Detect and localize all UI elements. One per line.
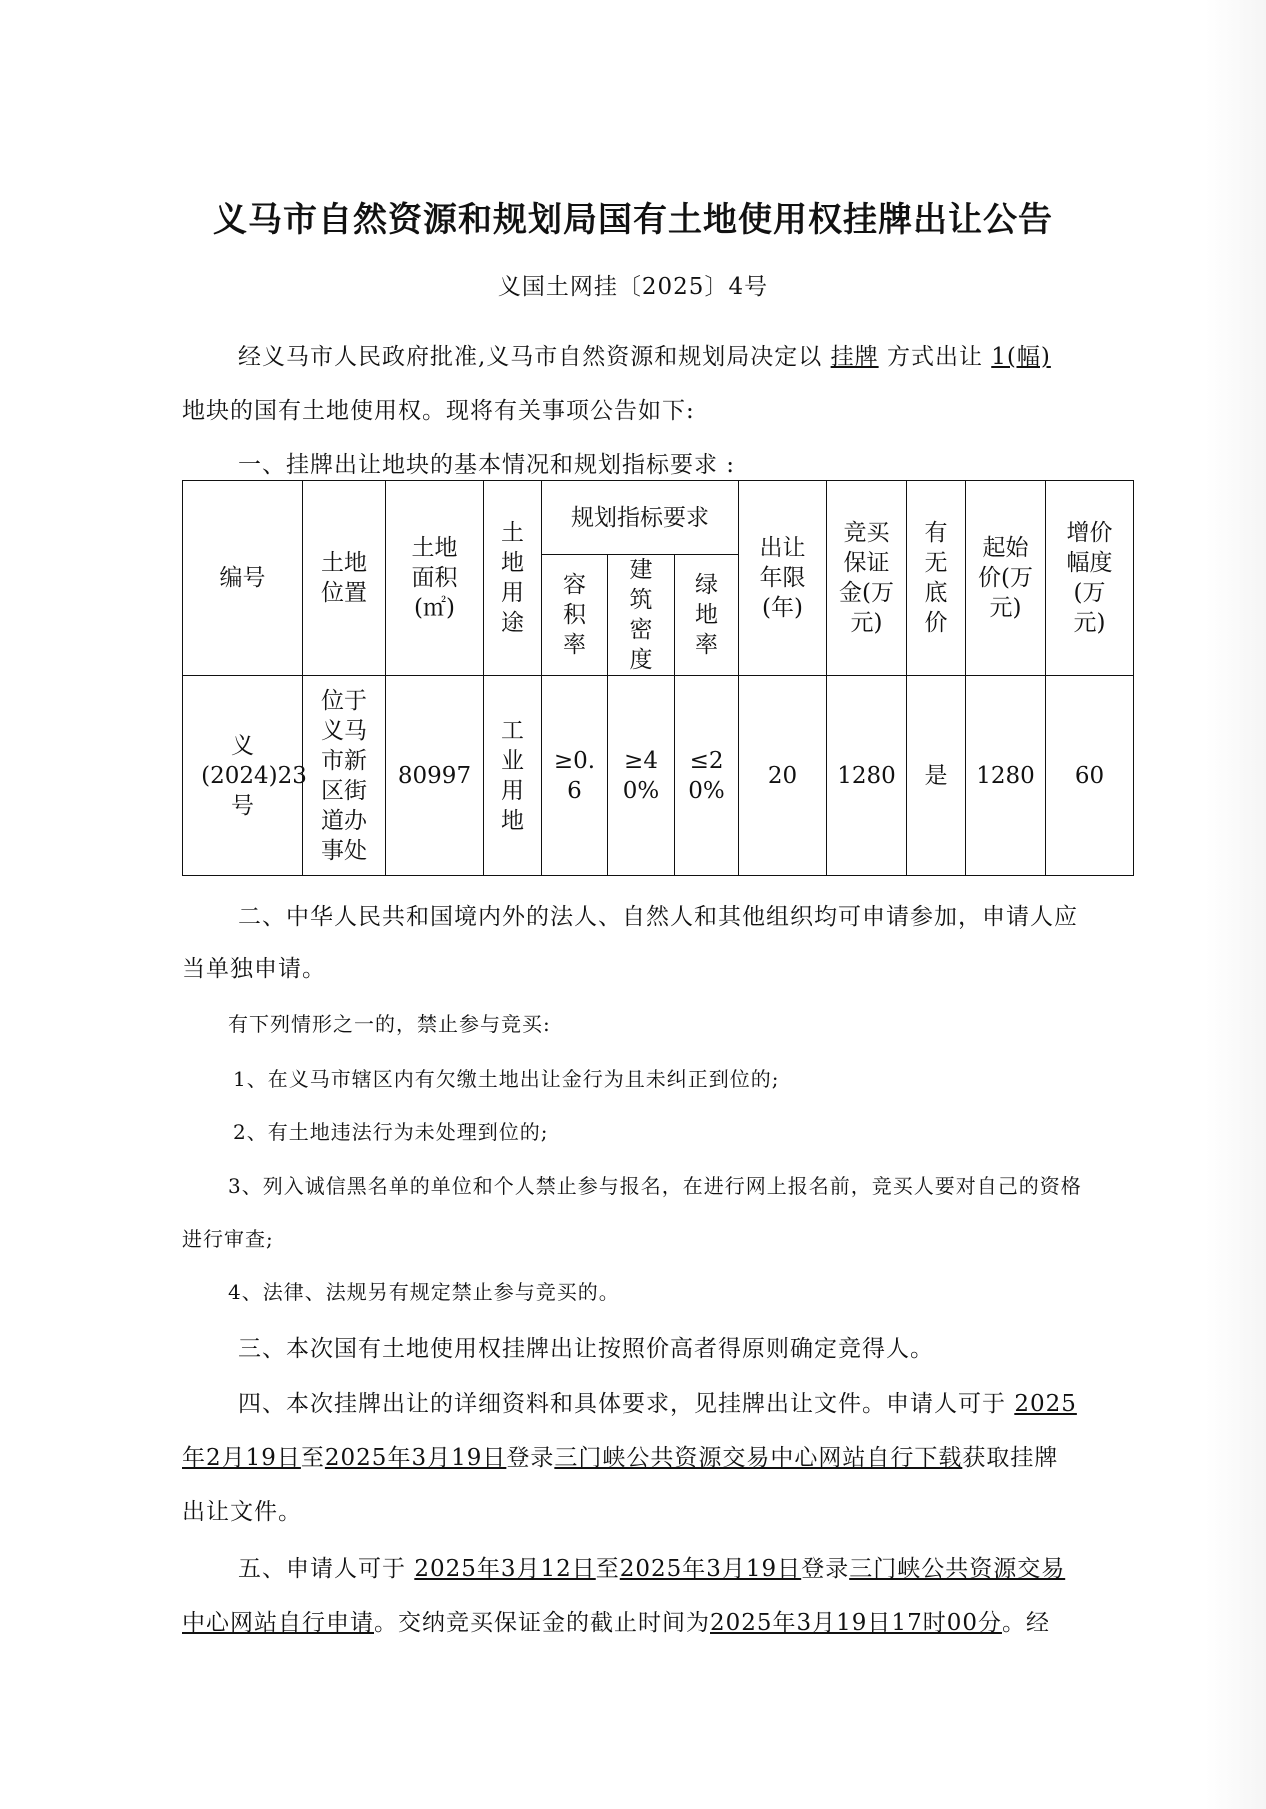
- section4-line1: 四、本次挂牌出让的详细资料和具体要求，见挂牌出让文件。申请人可于 2025: [238, 1391, 1077, 1417]
- header-deposit: 竞买保证金(万元): [827, 481, 907, 676]
- cell-area: 80997: [386, 676, 484, 876]
- section5-line2: 中心网站自行申请。交纳竞买保证金的截止时间为2025年3月19日17时00分。经: [182, 1610, 1050, 1636]
- section1-heading: 一、挂牌出让地块的基本情况和规划指标要求 :: [238, 452, 736, 478]
- section2-line1: 二、中华人民共和国境内外的法人、自然人和其他组织均可申请参加，申请人应: [238, 904, 1078, 930]
- header-location: 土地位置: [303, 481, 386, 676]
- cell-term: 20: [739, 676, 827, 876]
- header-area: 土地面积(㎡): [386, 481, 484, 676]
- cell-id: 义(2024)23号: [183, 676, 303, 876]
- cell-increment: 60: [1046, 676, 1134, 876]
- header-id: 编号: [183, 481, 303, 676]
- intro-paragraph-line2: 地块的国有土地使用权。现将有关事项公告如下:: [182, 398, 695, 424]
- section5-date-end: 2025年3月19日: [619, 1556, 802, 1582]
- section4-date-end: 2025年3月19日: [324, 1445, 507, 1471]
- section4-site: 三门峡公共资源交易中心网站自行下载: [554, 1445, 963, 1471]
- intro-method: 挂牌: [830, 344, 879, 370]
- prohibit-item-3b: 进行审查;: [182, 1227, 274, 1251]
- cell-location: 位于义马市新区街道办事处: [303, 676, 386, 876]
- section4-date-start-year: 2025: [1014, 1391, 1077, 1417]
- section2-line2: 当单独申请。: [182, 956, 326, 982]
- header-start-price: 起始价(万元): [966, 481, 1046, 676]
- header-density: 建筑密度: [608, 555, 675, 676]
- header-green: 绿地率: [675, 555, 739, 676]
- header-far: 容积率: [542, 555, 608, 676]
- document-number: 义国土网挂〔2025〕4号: [497, 274, 769, 300]
- cell-density: ≥40%: [608, 676, 675, 876]
- section4-line3: 出让文件。: [182, 1499, 302, 1525]
- cell-reserve: 是: [907, 676, 966, 876]
- cell-start-price: 1280: [966, 676, 1046, 876]
- prohibit-intro: 有下列情形之一的，禁止参与竞买:: [228, 1012, 551, 1036]
- parcel-table: [182, 480, 1134, 876]
- intro-paragraph-line1: [238, 338, 1051, 371]
- intro-parcel-count: 1(幅): [991, 344, 1051, 370]
- section5-site-b: 中心网站自行申请: [182, 1610, 374, 1636]
- header-term: 出让年限(年): [739, 481, 827, 676]
- header-planning: 规划指标要求: [542, 481, 739, 555]
- cell-far: ≥0.6: [542, 676, 608, 876]
- intro-text-b: 方式出让: [886, 344, 983, 370]
- header-reserve: 有无底价: [907, 481, 966, 676]
- cell-deposit: 1280: [827, 676, 907, 876]
- prohibit-item-2: 2、有土地违法行为未处理到位的;: [233, 1120, 549, 1144]
- section4-date-start: 年2月19日: [182, 1445, 301, 1471]
- section4-line2: 年2月19日至2025年3月19日登录三门峡公共资源交易中心网站自行下载获取挂牌: [182, 1445, 1059, 1471]
- prohibit-item-3a: 3、列入诚信黑名单的单位和个人禁止参与报名，在进行网上报名前，竞买人要对自己的资格: [228, 1174, 1082, 1198]
- section5-site-a: 三门峡公共资源交易: [849, 1556, 1066, 1582]
- table-row: [183, 676, 1134, 876]
- page-title: 义马市自然资源和规划局国有土地使用权挂牌出让公告: [213, 200, 1053, 240]
- section5-deadline: 2025年3月19日17时00分: [710, 1610, 1002, 1636]
- cell-usage: 工业用地: [484, 676, 542, 876]
- section3: 三、本次国有土地使用权挂牌出让按照价高者得原则确定竞得人。: [238, 1336, 934, 1362]
- header-increment: 增价幅度(万元): [1046, 481, 1134, 676]
- prohibit-item-4: 4、法律、法规另有规定禁止参与竞买的。: [228, 1280, 620, 1304]
- section5-date-start: 2025年3月12日: [414, 1556, 596, 1582]
- prohibit-item-1: 1、在义马市辖区内有欠缴土地出让金行为且未纠正到位的;: [233, 1067, 780, 1091]
- section5-line1: 五、申请人可于 2025年3月12日至2025年3月19日登录三门峡公共资源交易: [238, 1556, 1066, 1582]
- header-usage: 土地用途: [484, 481, 542, 676]
- intro-text-a: 经义马市人民政府批准,义马市自然资源和规划局决定以: [238, 344, 823, 370]
- cell-green: ≤20%: [675, 676, 739, 876]
